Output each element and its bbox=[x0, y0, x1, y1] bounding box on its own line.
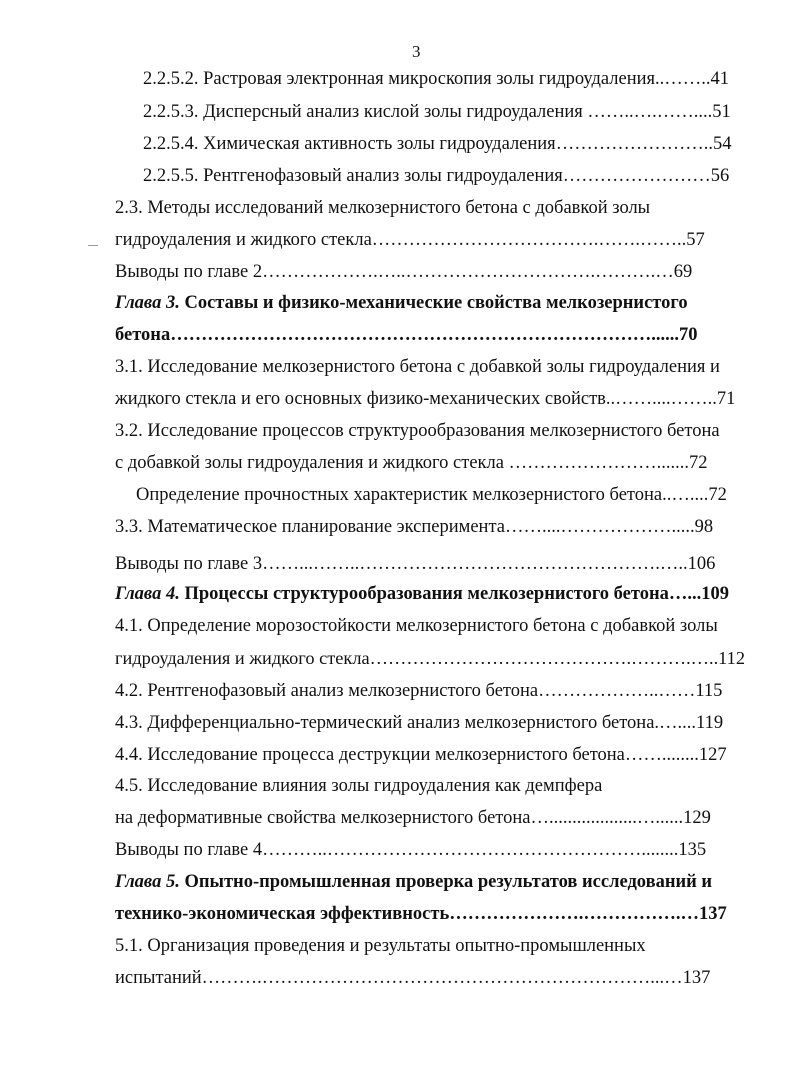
toc-chapter-3-cont: бетона……………………………………………………………………......70 bbox=[115, 325, 698, 345]
scan-artifact bbox=[88, 245, 98, 246]
toc-entry-2-2-5-2: 2.2.5.2. Растровая электронная микроскопия золы гидроудаления..……..41 bbox=[143, 69, 730, 89]
toc-entry-5-1-cont: испытаний……….………………………………………………………...…137 bbox=[115, 968, 711, 988]
toc-entry-2-2-5-4: 2.2.5.4. Химическая активность золы гидроудаления……………………..54 bbox=[143, 134, 732, 154]
toc-entry-4-5: 4.5. Исследование влияния золы гидроудаления как демпфера bbox=[115, 776, 603, 796]
toc-entry-2-2-5-3: 2.2.5.3. Дисперсный анализ кислой золы гидроудаления ……..….……....51 bbox=[143, 102, 731, 122]
toc-entry-2-3: 2.3. Методы исследований мелкозернистого бетона с добавкой золы bbox=[115, 198, 651, 218]
toc-entry-5-1: 5.1. Организация проведения и результаты опытно-промышленных bbox=[115, 936, 646, 956]
toc-entry-4-2: 4.2. Рентгенофазовый анализ мелкозернистого бетона………………..……115 bbox=[115, 681, 723, 701]
toc-entry-2-2-5-5: 2.2.5.5. Рентгенофазовый анализ золы гидроудаления……………………56 bbox=[143, 166, 730, 186]
toc-entry-3-2: 3.2. Исследование процессов структурообразования мелкозернистого бетона bbox=[115, 421, 720, 441]
toc-entry-4-4: 4.4. Исследование процесса деструкции мелкозернистого бетона……........127 bbox=[115, 745, 727, 765]
toc-entry-3-3: 3.3. Математическое планирование эксперимента……....……………….....98 bbox=[115, 517, 714, 537]
toc-entry-conclusions-3: Выводы по главе 3……...……..………………………………………….…..106 bbox=[115, 554, 716, 574]
toc-entry-strength: Определение прочностных характеристик мелкозернистого бетона..…....72 bbox=[136, 485, 727, 505]
toc-chapter-5-cont: технико-экономическая эффективность………………….…………….…137 bbox=[115, 904, 727, 924]
toc-chapter-3: Глава 3. Составы и физико-механические свойства мелкозернистого bbox=[115, 293, 688, 313]
chapter-label: Глава 4. bbox=[115, 584, 180, 604]
page-number: 3 bbox=[412, 42, 421, 61]
toc-entry-3-1: 3.1. Исследование мелкозернистого бетона с добавкой золы гидроудаления и bbox=[115, 357, 720, 377]
toc-entry-3-2-cont: с добавкой золы гидроудаления и жидкого стекла …………………….......72 bbox=[115, 453, 708, 473]
toc-entry-conclusions-4: Выводы по главе 4………..……………………………………………........135 bbox=[115, 840, 707, 860]
toc-entry-4-1: 4.1. Определение морозостойкости мелкозернистого бетона с добавкой золы bbox=[115, 616, 718, 636]
toc-entry-4-5-cont: на деформативные свойства мелкозернистого бетона…...................…......129 bbox=[115, 808, 711, 828]
toc-entry-4-1-cont: гидроудаления и жидкого стекла…………………………………….……….…..112 bbox=[115, 648, 746, 668]
chapter-label: Глава 3. bbox=[115, 293, 180, 313]
toc-entry-4-3: 4.3. Дифференциально-термический анализ мелкозернистого бетона.…....119 bbox=[115, 713, 724, 733]
toc-chapter-5: Глава 5. Опытно-промышленная проверка результатов исследований и bbox=[115, 872, 713, 892]
toc-entry-3-1-cont: жидкого стекла и его основных физико-механических свойств..……....……..71 bbox=[115, 389, 736, 409]
toc-entry-conclusions-2: Выводы по главе 2……………….…..………………………….……….…69 bbox=[115, 262, 693, 282]
toc-entry-2-3-cont: гидроудаления и жидкого стекла……………………………….…….……..57 bbox=[115, 230, 705, 250]
chapter-label: Глава 5. bbox=[115, 872, 180, 892]
toc-chapter-4: Глава 4. Процессы структурообразования мелкозернистого бетона…...109 bbox=[115, 584, 730, 604]
